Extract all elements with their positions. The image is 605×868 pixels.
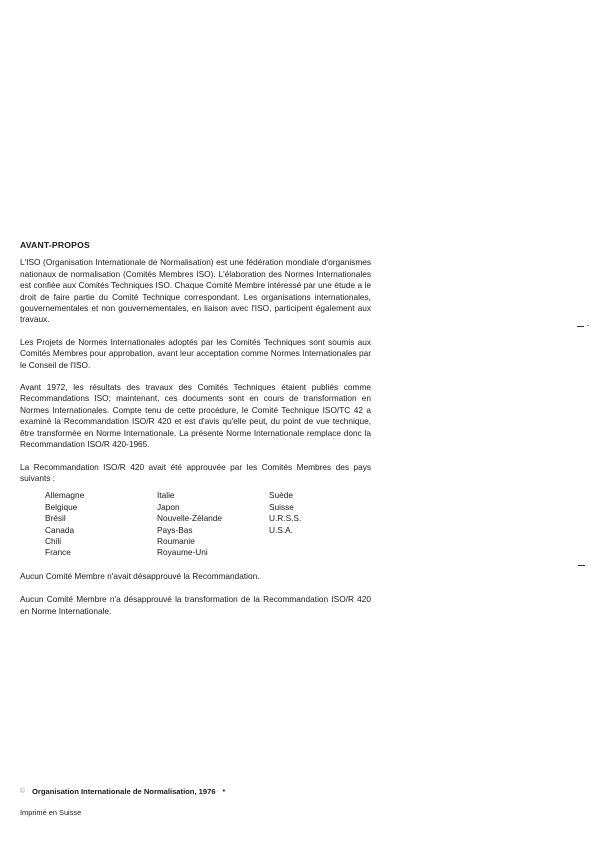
foreword-heading: AVANT-PROPOS xyxy=(20,240,90,250)
list-item: Allemagne xyxy=(45,490,85,501)
member-column-2 xyxy=(157,490,269,558)
list-item: France xyxy=(45,547,71,558)
paragraph-no-disapproval-transformation: Aucun Comité Membre n'a désapprouvé la transformation de la Recommandation ISO/R 420 en Norme Internationale. xyxy=(20,594,371,616)
list-item: U.R.S.S. xyxy=(269,513,302,524)
member-column-1 xyxy=(45,490,157,558)
list-item: Pays-Bas xyxy=(157,524,193,535)
list-item: Chili xyxy=(45,535,62,546)
paragraph-approval: La Recommandation ISO/R 420 avait été approuvée par les Comités Membres des pays suivants : xyxy=(20,461,371,483)
list-item: U.S.A. xyxy=(269,524,293,535)
list-item: Royaume-Uni xyxy=(157,547,208,558)
list-item: Brésil xyxy=(45,513,66,524)
copyright-icon: © xyxy=(20,788,26,795)
footer-organisation xyxy=(20,787,225,796)
member-countries-list xyxy=(45,490,371,558)
list-item: Japon xyxy=(157,501,180,512)
list-item: Belgique xyxy=(45,501,78,512)
margin-mark xyxy=(587,325,589,326)
list-item: Nouvelle-Zélande xyxy=(157,513,223,524)
list-item: Italie xyxy=(157,490,175,501)
margin-mark xyxy=(577,326,584,327)
margin-mark xyxy=(578,565,585,566)
member-column-3 xyxy=(269,490,369,558)
paragraph-iso-intro: L'ISO (Organisation Internationale de Normalisation) est une fédération mondiale d'organismes nationaux de normalisation (Comités Membres ISO). L'élaboration des Normes Internationales est confiée aux Comités Techniques ISO. Chaque Comité Membre intéressé par une étude a le droit de faire partie du Comité Technique correspondant. Les organisations internationales, gouvernementales et non gouvernementales, en liaison avec l'ISO, participent également aux travaux. xyxy=(20,257,371,325)
list-item: Suisse xyxy=(269,501,294,512)
list-item: Suède xyxy=(269,490,293,501)
paragraph-draft-standards: Les Projets de Normes Internationales adoptés par les Comités Techniques sont soumis aux Comités Membres pour approbation, avant leur acceptation comme Normes Internationales par le Conseil de l'ISO. xyxy=(20,336,371,370)
footer-organisation-text: Organisation Internationale de Normalisation, 1976 xyxy=(32,787,216,796)
list-item: Roumanie xyxy=(157,535,195,546)
paragraph-before-1972: Avant 1972, les résultats des travaux des Comités Techniques étaient publiés comme Recommandations ISO; maintenant, ces documents sont en cours de transformation en Normes Internationales. Compte tenu de cette procédure, le Comité Technique ISO/TC 42 a examiné la Recommandation ISO/R 420 et est d'avis qu'elle peut, du point de vue technique, être transformée en Norme Internationale. La présente Norme Internationale remplace donc la Recommandation ISO/R 420-1965. xyxy=(20,382,371,450)
paragraph-no-disapproval-recommendation: Aucun Comité Membre n'avait désapprouvé la Recommandation. xyxy=(20,570,260,581)
list-item: Canada xyxy=(45,524,75,535)
foreword-section xyxy=(20,240,371,628)
footer-printed-in: Imprimé en Suisse xyxy=(20,808,82,817)
bullet-icon: • xyxy=(222,788,226,795)
